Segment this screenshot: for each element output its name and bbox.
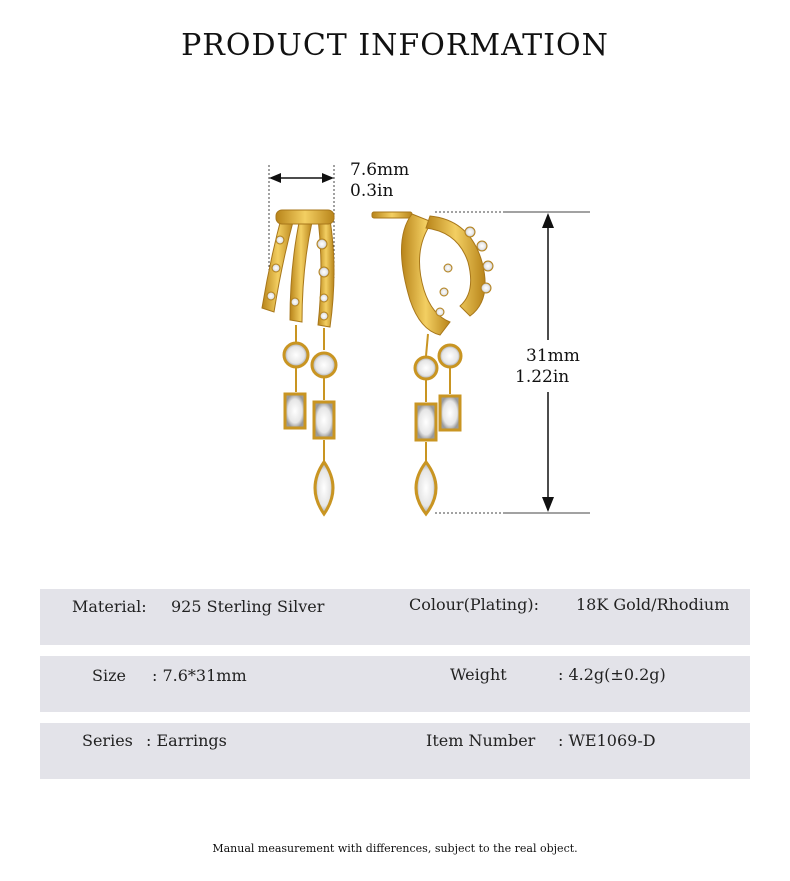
material-value: 925 Sterling Silver xyxy=(171,597,325,616)
weight-value: : 4.2g(±0.2g) xyxy=(558,665,666,684)
item-number-value: : WE1069-D xyxy=(558,731,656,750)
spec-row-size xyxy=(40,656,750,712)
height-in-label: 1.22in xyxy=(515,367,570,387)
earring-side-view xyxy=(372,212,493,514)
series-label: Series xyxy=(82,731,133,750)
earring-front-view xyxy=(262,210,336,514)
series-value: : Earrings xyxy=(146,731,227,750)
spec-row-material xyxy=(40,589,750,645)
height-mm-label: 31mm xyxy=(526,346,580,366)
width-mm-label: 7.6mm xyxy=(350,160,410,180)
size-label: Size xyxy=(92,666,126,685)
item-number-label: Item Number xyxy=(426,731,536,750)
material-label: Material: xyxy=(72,597,147,616)
size-value: : 7.6*31mm xyxy=(152,666,247,685)
footnote: Manual measurement with differences, subject to the real object. xyxy=(212,842,578,855)
colour-value: 18K Gold/Rhodium xyxy=(576,595,730,614)
weight-label: Weight xyxy=(450,665,507,684)
page-title: PRODUCT INFORMATION xyxy=(181,28,609,63)
spec-row-series xyxy=(40,723,750,779)
width-in-label: 0.3in xyxy=(350,181,394,201)
colour-label: Colour(Plating): xyxy=(409,595,539,614)
